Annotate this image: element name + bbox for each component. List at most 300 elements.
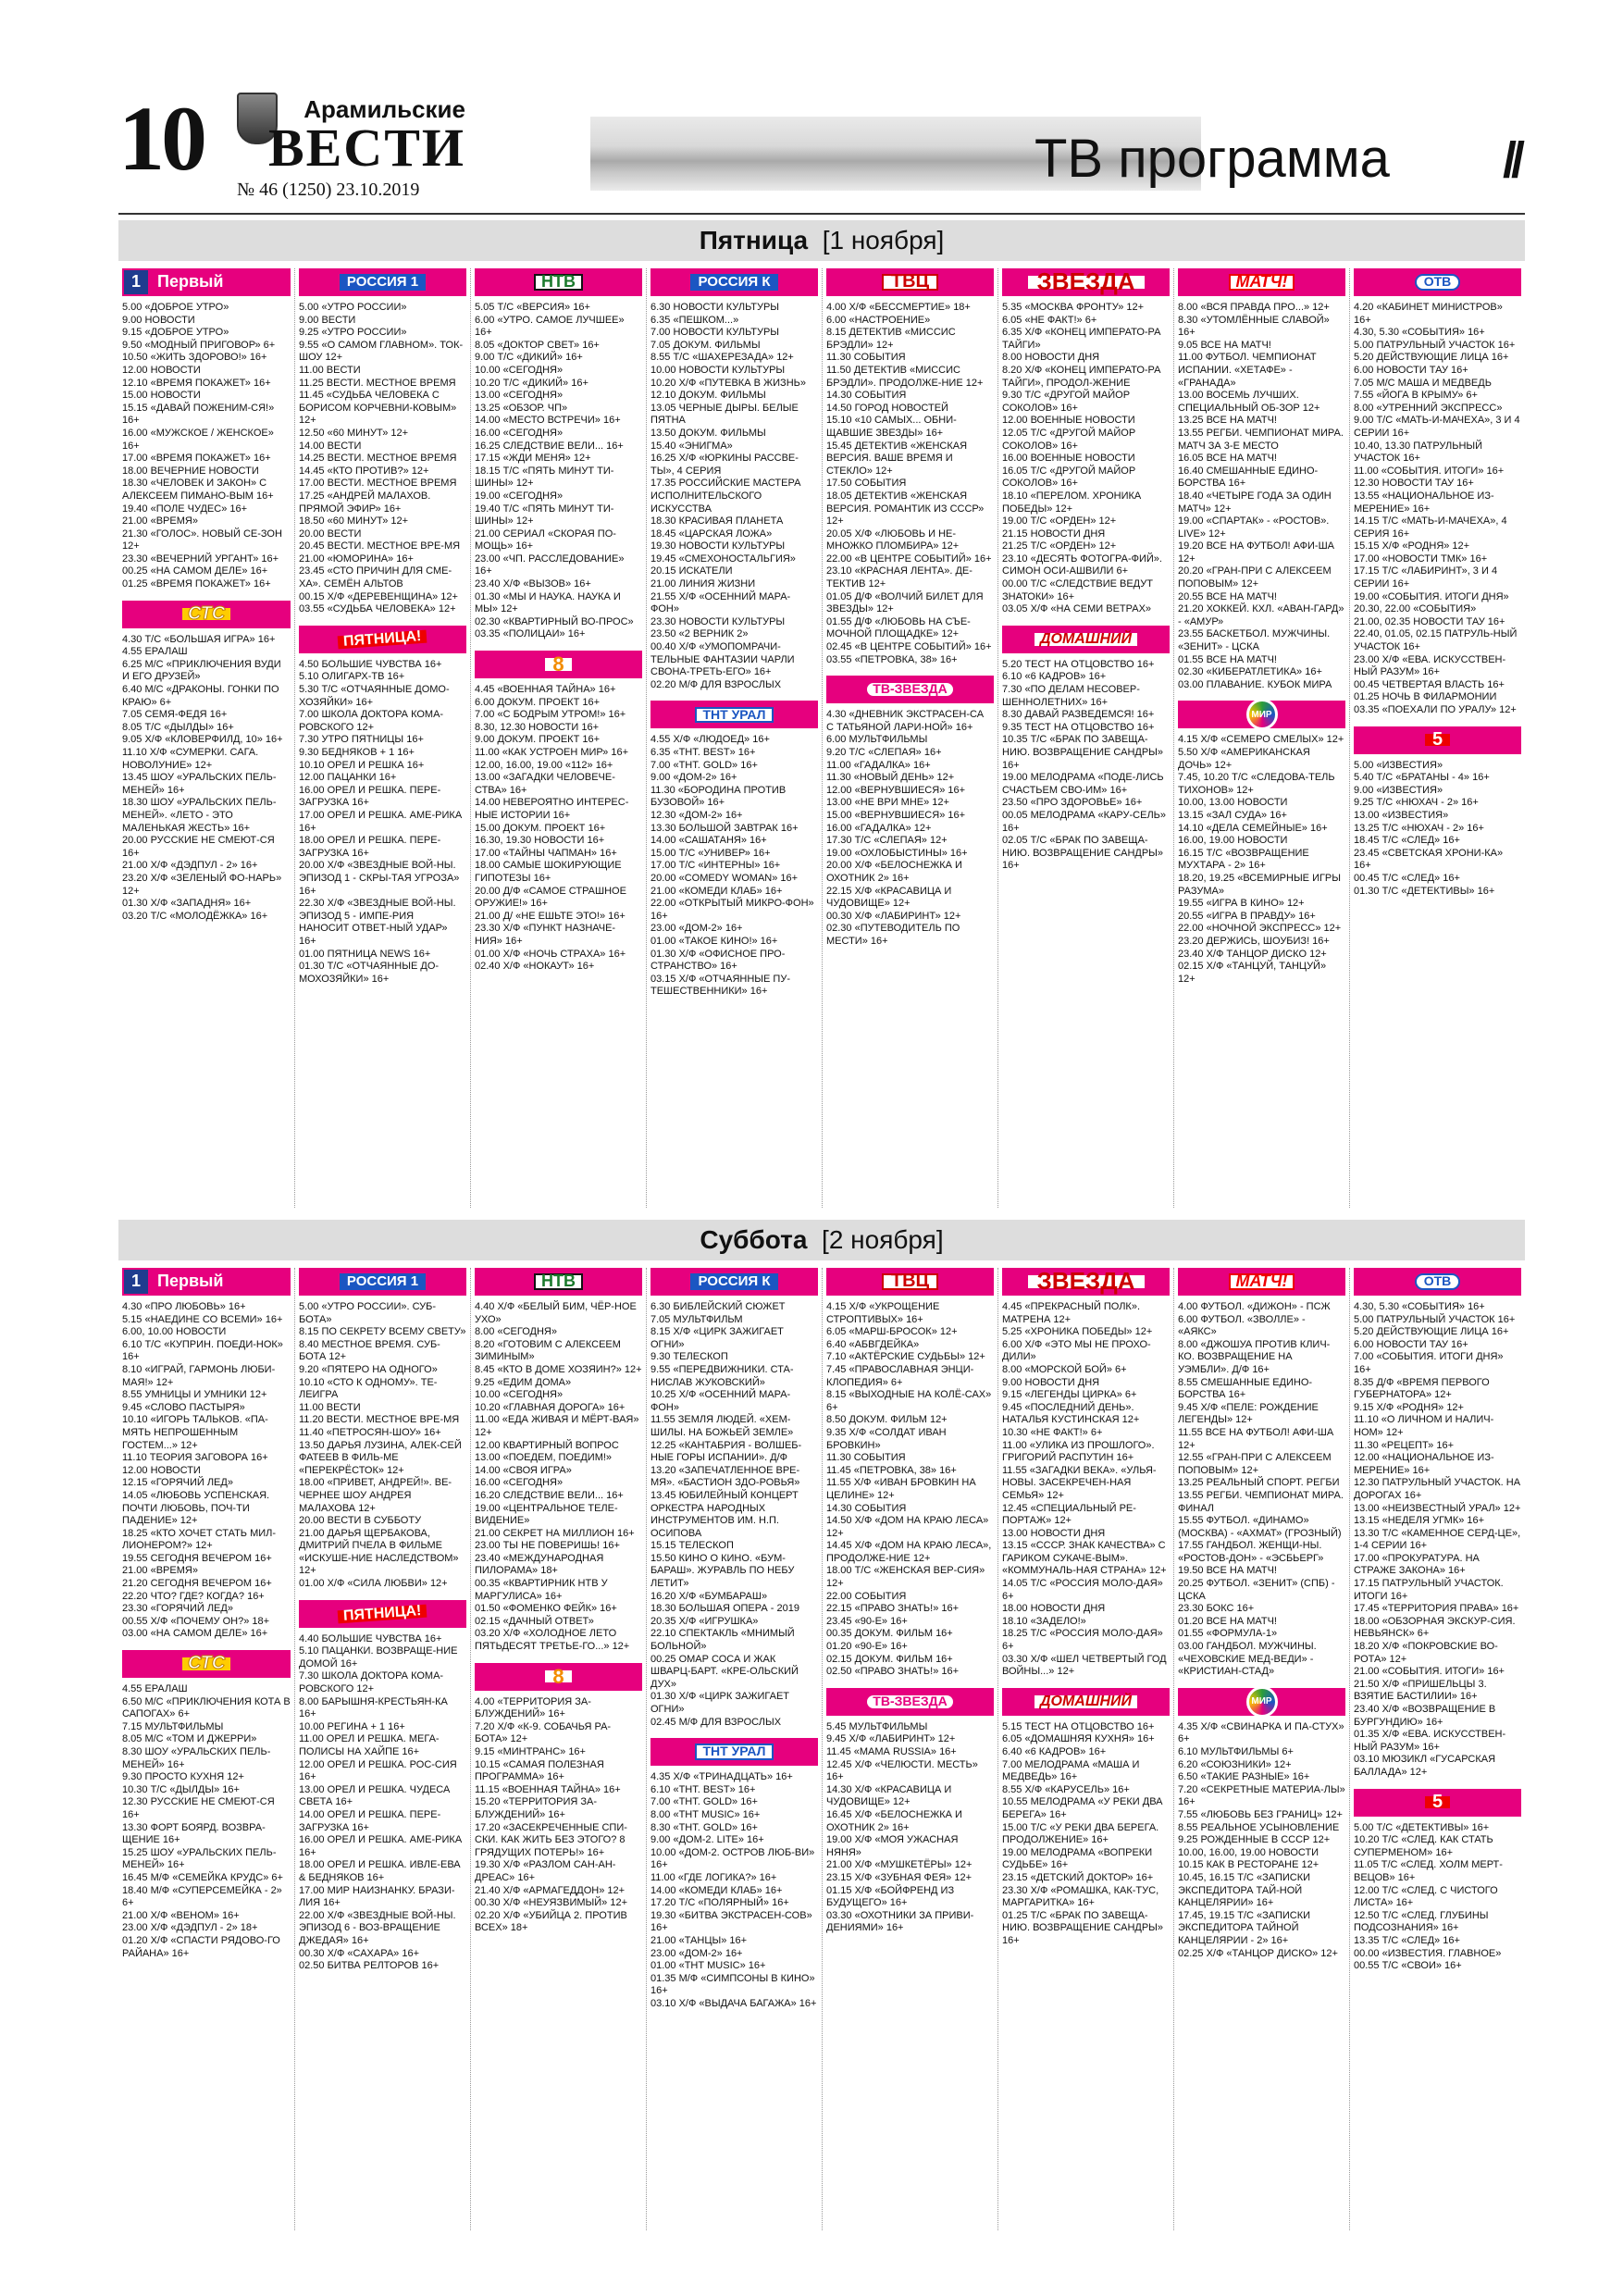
program-entry: 12.10 «ВРЕМЯ ПОКАЖЕТ» 16+ [122,377,271,389]
program-entry: 22.00 «ОТКРЫТЫЙ МИКРО-ФОН» 16+ [650,898,814,922]
schedule-column [997,1268,1173,2230]
program-entry: 15.15 ТЕЛЕСКОП [650,1540,734,1552]
program-entry: 20.55 ВСЕ НА МАТЧ! [1178,590,1277,602]
program-entry: 01.30 «МЫ И НАУКА. НАУКА И МЫ» 12+ [475,590,621,615]
program-entry: 8.15 «ВЫХОДНЫЕ НА КОЛЁ-САХ» 6+ [826,1389,992,1413]
program-entry: 16.05 ВСЕ НА МАТЧ! [1178,453,1277,465]
program-entry: 15.50 КИНО О КИНО. «БУМ-БАРАШ». ЖУРАВЛЬ ПО НЕБУ ЛЕТИТ» [650,1552,795,1590]
block-gap [475,641,642,651]
schedule-column [997,268,1173,1208]
program-entry: 12.30 ПАТРУЛЬНЫЙ УЧАСТОК. НА ДОРОГАХ 16+ [1354,1477,1521,1501]
program-entry: 11.00 ОРЕЛ И РЕШКА. МЕГА-ПОЛИСЫ НА ХАЙПЕ 16+ [299,1733,440,1757]
program-entry: 18.40 «ЧЕТЫРЕ ГОДА ЗА ОДИН МАТЧ» 12+ [1178,490,1332,515]
program-entry: 14.50 Х/Ф «ДОМ НА КРАЮ ЛЕСА» 12+ [826,1515,989,1539]
program-entry: 7.00 МЕЛОДРАМА «МАША И МЕДВЕДЬ» 16+ [1002,1758,1140,1783]
schedule-column [1349,1268,1525,2230]
program-entry: 10.10 «ИГОРЬ ТАЛЬКОВ. «ПА-МЯТЬ НЕПРОШЕННЫМ ГОСТЕМ...» 12+ [122,1414,268,1451]
program-entry: 02.30 «ПУТЕВОДИТЕЛЬ ПО МЕСТИ» 16+ [826,923,960,947]
program-entry: 17.00 ВЕСТИ. МЕСТНОЕ ВРЕМЯ [299,478,457,490]
block-gap [299,1591,466,1600]
program-entry: 02.05 Т/С «БРАК ПО ЗАВЕЩА-НИЮ. ВОЗВРАЩЕНИЕ САНДРЫ» 16+ [1002,835,1164,872]
program-entry: 20.15 ИСКАТЕЛИ [650,565,733,577]
channel-name: ЗВЕЗДА [1028,1275,1145,1288]
program-entry: 10.30 «НЕ ФАКТ!» 6+ [1002,1426,1103,1438]
program-entry: 11.55 Х/Ф «ИВАН БРОВКИН НА ЦЕЛИНЕ» 12+ [826,1477,976,1501]
program-entry: 10.00 «ДОМ-2. ОСТРОВ ЛЮБ-ВИ» 16+ [650,1846,815,1871]
channel-logo [1002,268,1170,296]
program-entry: 17.15 Т/С «ЛАБИРИНТ», 3 И 4 СЕРИИ 16+ [1354,565,1498,590]
program-entry: 15.15 Х/Ф «РОДНЯ» 12+ [1354,540,1470,552]
channel-name: Первый [157,272,224,292]
program-entry: 02.20 Х/Ф «УБИЙЦА 2. ПРОТИВ ВСЕХ» 18+ [475,1909,627,1934]
program-entry: 17.00 Т/С «ИНТЕРНЫ» 16+ [650,860,781,872]
program-entry: 13.45 ЮБИЛЕЙНЫЙ КОНЦЕРТ ОРКЕСТРА НАРОДНЫХ ИНСТРУМЕНТОВ ИМ. Н.П. ОСИПОВА [650,1489,799,1539]
channel-logo [826,1268,994,1296]
program-entry: 11.30 СОБЫТИЯ [826,1452,906,1464]
program-entry: 17.50 СОБЫТИЯ [826,478,907,490]
program-entry: 01.35 Х/Ф «ЕВА. ИСКУССТВЕН-НЫЙ РАЗУМ» 16+ [1354,1729,1506,1753]
program-entry: 13.00 «НЕ ВРИ МНЕ» 12+ [826,797,949,809]
program-entry: 5.25 «ХРОНИКА ПОБЕДЫ» 12+ [1002,1326,1153,1338]
channel-logo [299,1268,466,1296]
program-entry: 01.05 Д/Ф «ВОЛЧИЙ БИЛЕТ ДЛЯ ЗВЕЗДЫ» 12+ [826,590,984,615]
program-entry: 11.50 ДЕТЕКТИВ «МИССИС БРЭДЛИ». ПРОДОЛЖЕ-НИЕ 12+ [826,364,984,389]
program-entry: 14.50 ГОРОД НОВОСТЕЙ [826,402,948,414]
schedule-column [118,268,294,1208]
channel-logo [475,1268,642,1296]
program-entry: 5.00 «ДОБРОЕ УТРО» [122,302,229,313]
program-entry: 01.50 «ФОМЕНКО ФЕЙК» 16+ [475,1603,617,1615]
program-entry: 8.55 УМНИЦЫ И УМНИКИ 12+ [122,1389,267,1401]
program-entry: 7.30 «ПО ДЕЛАМ НЕСОВЕР-ШЕННОЛЕТНИХ» 16+ [1002,684,1140,708]
program-entry: 9.00 Т/С «ДИКИЙ» 16+ [475,352,583,364]
program-entry: 22.40, 01.05, 02.15 ПАТРУЛЬ-НЫЙ УЧАСТОК 16+ [1354,628,1518,653]
program-entry: 20.00 ВЕСТИ В СУББОТУ [299,1515,422,1527]
program-entry: 03.15 Х/Ф «ОТЧАЯННЫЕ ПУ-ТЕШЕСТВЕННИКИ» 16+ [650,973,790,998]
program-entry: 01.35 М/Ф «СИМПСОНЫ В КИНО» 16+ [650,1972,815,1997]
program-entry: 23.30 «ВЕЧЕРНИЙ УРГАНТ» 16+ [122,552,279,565]
program-entry: 01.30 Т/С «ДЕТЕКТИВЫ» 16+ [1354,885,1495,897]
program-entry: 7.30 ШКОЛА ДОКТОРА КОМА-РОВСКОГО 12+ [299,1670,444,1695]
program-entry: 8.40 МЕСТНОЕ ВРЕМЯ. СУБ-БОТА 12+ [299,1338,440,1363]
program-entry: 17.45, 19.15 Т/С «ЗАПИСКИ ЭКСПЕДИТОРА ТАЙНОЙ КАНЦЕЛЯРИИ - 2» 16+ [1178,1909,1311,1946]
program-entry: 4.00 Х/Ф «БЕССМЕРТИЕ» 18+ [826,302,971,313]
program-entry: 19.00 «СОБЫТИЯ. ИТОГИ ДНЯ» [1354,590,1509,602]
program-entry: 23.45 «СВЕТСКАЯ ХРОНИ-КА» 16+ [1354,847,1504,872]
program-entry: 4.30, 5.30 «СОБЫТИЯ» 16+ [1354,1301,1485,1312]
program-entry: 7.10 «АКТЁРСКИЕ СУДЬБЫ» 12+ [826,1351,985,1363]
program-entry: 8.20 «ГОТОВИМ С АЛЕКСЕЕМ ЗИМИНЫМ» [475,1338,621,1363]
program-entry: 16.00 «СЕГОДНЯ» [475,1477,564,1489]
program-entry: 02.30 «КВАРТИРНЫЙ ВО-ПРОС» [475,615,634,627]
program-entry: 13.55 «НАЦИОНАЛЬНОЕ ИЗ-МЕРЕНИЕ» 16+ [1354,490,1494,515]
program-entry: 8.55 СМЕШАННЫЕ ЕДИНО-БОРСТВА 16+ [1178,1376,1313,1401]
program-entry: 6.10 «ТНТ. BEST» 16+ [650,1783,756,1795]
program-entry: 5.00 «УТРО РОССИИ» [299,302,407,313]
channel-logo [1354,1268,1521,1296]
program-entry: 23.00 Х/Ф «ДЭДПУЛ - 2» 18+ [122,1922,258,1934]
program-entry: 17.15 ПАТРУЛЬНЫЙ УЧАСТОК. ИТОГИ 16+ [1354,1578,1504,1602]
program-entry: 11.30 СОБЫТИЯ [826,352,906,364]
program-entry: 23.30 Х/Ф «ПУНКТ НАЗНАЧЕ-НИЯ» 16+ [475,923,616,947]
block-gap [1002,1679,1170,1688]
program-entry: 5.20 ДЕЙСТВУЮЩИЕ ЛИЦА 16+ [1354,1326,1509,1338]
program-entry: 12.00 НОВОСТИ [122,364,201,376]
section-slashes: // [1502,132,1519,188]
program-entry: 14.30 СОБЫТИЯ [826,1502,907,1514]
program-entry: 15.40 «ЭНИГМА» [650,440,733,452]
program-entry: 17.25 «АНДРЕЙ МАЛАХОВ. ПРЯМОЙ ЭФИР» 16+ [299,490,431,515]
program-entry: 14.05 Т/С «РОССИЯ МОЛО-ДАЯ» 6+ [1002,1578,1163,1602]
program-entry: 8.30 «ТНТ. GOLD» 16+ [650,1821,758,1833]
program-entry: 14.05 «ЛЮБОВЬ УСПЕНСКАЯ. ПОЧТИ ЛЮБОВЬ, ПОЧ-ТИ ПАДЕНИЕ» 12+ [122,1489,270,1527]
program-entry: 9.25 «ЕДИМ ДОМА» [475,1376,572,1388]
program-entry: 18.10 «ПЕРЕЛОМ. ХРОНИКА ПОБЕДЫ» 12+ [1002,490,1142,515]
program-entry: 9.00 «ИЗВЕСТИЯ» [1354,784,1443,796]
channel-name: ТВЦ [882,1273,938,1290]
program-entry: 14.00 «МЕСТО ВСТРЕЧИ» 16+ [475,415,621,427]
day-date-text: 1 ноября [829,226,937,254]
program-entry: 23.00 «ЧП. РАССЛЕДОВАНИЕ» 16+ [475,552,625,577]
program-entry: 02.50 БИТВА РЕЛТОРОВ 16+ [299,1960,440,1972]
program-entry: 9.05 ВСЕ НА МАТЧ! [1178,339,1271,351]
program-entry: 12.00 ПАЦАНКИ 16+ [299,772,397,784]
program-entry: 8.00 «СЕГОДНЯ» [475,1326,557,1338]
program-entry: 00.35 ДОКУМ. ФИЛЬМ 16+ [826,1628,953,1640]
schedule-column [1349,268,1525,1208]
program-entry: 03.00 «НА САМОМ ДЕЛЕ» 16+ [122,1628,268,1640]
program-entry: 01.55 ВСЕ НА МАТЧ! [1178,653,1277,665]
block-gap [475,1654,642,1663]
program-entry: 11.00 ВЕСТИ [299,1401,361,1413]
program-entry: 9.45 «ПОСЛЕДНИЙ ДЕНЬ». НАТАЛЬЯ КУСТИНСКАЯ 12+ [1002,1401,1140,1426]
channel-name: ОТВ [1415,274,1461,291]
program-entry: 10.15 «САМАЯ ПОЛЕЗНАЯ ПРОГРАММА» 16+ [475,1758,604,1783]
channel-logo [1354,1789,1521,1817]
program-entry: 6.05 «ДОМАШНЯЯ КУХНЯ» 16+ [1002,1733,1155,1745]
program-entry: 21.00 Д/ «НЕ ЕШЬТЕ ЭТО!» 16+ [475,910,626,922]
program-entry: 9.25 «УТРО РОССИИ» [299,327,407,339]
program-entry: 4.35 Х/Ф «ТРИНАДЦАТЬ» 16+ [650,1771,793,1783]
program-entry: 8.00 «ДЖОШУА ПРОТИВ КЛИЧ-КО. ВОЗВРАЩЕНИЕ НА УЭМБЛИ». Д/Ф 16+ [1178,1338,1331,1375]
program-entry: 20.00 ВЕСТИ [299,527,362,540]
channel-one-icon: 1 [124,270,148,294]
schedule-column [470,268,646,1208]
program-entry: 18.45 Т/С «СЛЕД» 16+ [1354,835,1460,847]
program-entry: 21.00 «ВРЕМЯ» [122,515,198,527]
program-entry: 23.55 БАСКЕТБОЛ. МУЖЧИНЫ. «ЗЕНИТ» - ЦСКА [1178,628,1331,653]
program-entry: 19.00 «ОХЛОБЫСТИНЫ» 16+ [826,847,968,859]
program-entry: 6.00 «НАСТРОЕНИЕ» [826,314,931,326]
program-entry: 23.00 «ДОМ-2» 16+ [650,923,743,935]
program-entry: 18.30 КРАСИВАЯ ПЛАНЕТА [650,515,784,527]
program-entry: 18.25 Т/С «РОССИЯ МОЛО-ДАЯ» 6+ [1002,1628,1163,1653]
channel-logo [650,701,818,728]
program-entry: 6.30 НОВОСТИ КУЛЬТУРЫ [650,302,780,313]
program-entry: 00.40 Х/Ф «УМОПОМРАЧИ-ТЕЛЬНЫЕ ФАНТАЗИИ ЧАРЛИ СВОНА-ТРЕТЬ-ЕГО» 16+ [650,641,795,678]
program-entry: 01.00 Х/Ф «НОЧЬ СТРАХА» 16+ [475,948,626,960]
program-entry: 18.30 БОЛЬШАЯ ОПЕРА - 2019 [650,1603,799,1615]
program-entry: 4.30 «ДНЕВНИК ЭКСТРАСЕН-СА С ТАТЬЯНОЙ ЛАРИ-НОЙ» 16+ [826,709,985,733]
program-entry: 12.05 Т/С «ДРУГОЙ МАЙОР СОКОЛОВ» 16+ [1002,427,1136,452]
schedule-column [646,268,822,1208]
block-gap [650,691,818,701]
program-entry: 03.55 «ПЕТРОВКА, 38» 16+ [826,653,958,665]
program-entry: 9.25 Т/С «НЮХАЧ - 2» 16+ [1354,797,1479,809]
schedule-column [294,1268,470,2230]
program-entry: 12.55 «ГРАН-ПРИ С АЛЕКСЕЕМ ПОПОВЫМ» 12+ [1178,1452,1332,1476]
program-entry: 4.15 Х/Ф «УКРОЩЕНИЕ СТРОПТИВЫХ» 16+ [826,1301,940,1325]
program-entry: 18.05 ДЕТЕКТИВ «ЖЕНСКАЯ ВЕРСИЯ. РОМАНТИК ИЗ СССР» 12+ [826,490,985,527]
program-entry: 7.15 МУЛЬТФИЛЬМЫ [122,1720,224,1732]
program-entry: 23.00 «ДОМ-2» 16+ [650,1947,743,1959]
program-entry: 21.50 Х/Ф «ПРИШЕЛЬЦЫ 3. ВЗЯТИЕ БАСТИЛИИ» 16+ [1354,1678,1487,1703]
program-entry: 5.30 Т/С «ОТЧАЯННЫЕ ДОМО-ХОЗЯЙКИ» 16+ [299,684,450,708]
program-entry: 12.30 «ДОМ-2» 16+ [650,809,743,821]
program-entry: 21.00 «СОБЫТИЯ. ИТОГИ» 16+ [1354,1666,1505,1678]
program-entry: 14.25 ВЕСТИ. МЕСТНОЕ ВРЕМЯ [299,453,457,465]
program-entry: 6.10 МУЛЬТФИЛЬМЫ 6+ [1178,1746,1294,1757]
program-entry: 23.40 Х/Ф «ВОЗВРАЩЕНИЕ В БУРГУНДИЮ» 16+ [1354,1704,1496,1728]
program-entry: 4.35 Х/Ф «СВИНАРКА И ПА-СТУХ» 6+ [1178,1720,1344,1745]
program-entry: 6.00 Х/Ф «ЭТО МЫ НЕ ПРОХО-ДИЛИ» [1002,1338,1151,1363]
program-entry: 13.05 ЧЕРНЫЕ ДЫРЫ. БЕЛЫЕ ПЯТНА [650,402,799,427]
program-entry: 13.00 «ПОЕДЕМ, ПОЕДИМ!» [475,1452,613,1464]
channel-one-icon: 1 [124,1270,148,1294]
program-entry: 19.00 МЕЛОДРАМА «ВОПРЕКИ СУДЬБЕ» 16+ [1002,1846,1153,1871]
program-entry: 15.20 «ТЕРРИТОРИЯ ЗА-БЛУЖДЕНИЙ» 16+ [475,1796,598,1820]
schedule-column [822,1268,997,2230]
program-entry: 15.00 Т/С «УНИВЕР» 16+ [650,847,771,859]
program-entry: 03.00 ГАНДБОЛ. МУЖЧИНЫ. «ЧЕХОВСКИЕ МЕД-ВЕДИ» - «КРИСТИАН-СТАД» [1178,1641,1317,1678]
program-entry: 4.30, 5.30 «СОБЫТИЯ» 16+ [1354,327,1485,339]
program-entry: 23.00 Х/Ф «ЕВА. ИСКУССТВЕН-НЫЙ РАЗУМ» 16+ [1354,653,1506,678]
program-entry: 16.00 «ГАДАЛКА» 12+ [826,822,932,834]
program-entry: 03.10 Х/Ф «ВЫДАЧА БАГАЖА» 16+ [650,1997,817,2009]
program-entry: 12.00 «ВЕРНУВШИЕСЯ» 16+ [826,784,966,796]
program-entry: 03.30 «ОХОТНИКИ ЗА ПРИВИ-ДЕНИЯМИ» 16+ [826,1909,974,1934]
program-entry: 02.20 М/Ф ДЛЯ ВЗРОСЛЫХ [650,678,782,690]
program-entry: 14.15 Т/С «МАТЬ-И-МАЧЕХА», 4 СЕРИЯ 16+ [1354,515,1507,540]
channel-name: ТНТ УРАЛ [695,1744,773,1760]
program-entry: 22.00 СОБЫТИЯ [826,1590,907,1602]
program-entry: 13.25 РЕАЛЬНЫЙ СПОРТ. РЕГБИ [1178,1477,1340,1489]
program-entry: 18.20, 19.25 «ВСЕМИРНЫЕ ИГРЫ РАЗУМА» [1178,872,1342,897]
program-entry: 12.00 ВОЕННЫЕ НОВОСТИ [1002,415,1135,427]
program-entry: 6.00 «УТРО. САМОЕ ЛУЧШЕЕ» 16+ [475,314,625,339]
channel-name: РОССИЯ 1 [340,1273,426,1290]
program-entry: 6.00, 10.00 НОВОСТИ [122,1326,227,1338]
program-entry: 15.00 ДОКУМ. ПРОЕКТ 16+ [475,822,606,834]
program-entry: 19.00 «СЕГОДНЯ» [475,490,564,502]
program-entry: 4.45 «ПРЕКРАСНЫЙ ПОЛК». МАТРЕНА 12+ [1002,1301,1140,1325]
channel-logo [122,601,291,628]
program-entry: 8.05 М/С «ТОМ И ДЖЕРРИ» [122,1733,257,1745]
program-entry: 8.55 Т/С «ШАХЕРЕЗАДА» 12+ [650,352,794,364]
program-entry: 00.05 МЕЛОДРАМА «КАРУ-СЕЛЬ» 16+ [1002,809,1167,834]
program-entry: 7.20 «СЕКРЕТНЫЕ МАТЕРИА-ЛЫ» 16+ [1178,1783,1345,1808]
program-entry: 19.00 МЕЛОДРАМА «ПОДЕ-ЛИСЬ СЧАСТЬЕМ СВО-ИМ» 16+ [1002,772,1164,796]
program-entry: 20.45 ВЕСТИ. МЕСТНОЕ ВРЕ-МЯ [299,540,461,552]
program-entry: 20.00 РУССКИЕ НЕ СМЕЮТ-СЯ 16+ [122,835,275,859]
program-entry: 13.00 НОВОСТИ ДНЯ [1002,1527,1106,1539]
program-entry: 01.30 Х/Ф «ЗАПАДНЯ» 16+ [122,898,252,910]
program-entry: 6.40 М/С «ДРАКОНЫ. ГОНКИ ПО КРАЮ» 6+ [122,684,279,708]
program-entry: 16.30, 19.30 НОВОСТИ 16+ [475,835,605,847]
program-entry: 20.20 «ГРАН-ПРИ С АЛЕКСЕЕМ ПОПОВЫМ» 12+ [1178,565,1332,590]
block-gap [826,666,994,676]
program-entry: 8.55 Х/Ф «КАРУСЕЛЬ» 16+ [1002,1783,1130,1795]
program-entry: 03.20 Т/С «МОЛОДЁЖКА» 16+ [122,910,268,922]
program-entry: 13.00 «СЕГОДНЯ» [475,390,564,402]
program-entry: 02.25 Х/Ф «ТАНЦОР ДИСКО» 12+ [1178,1947,1338,1959]
program-entry: 12.00, 16.00, 19.00 «112» 16+ [475,759,613,771]
program-entry: 9.35 Х/Ф «СОЛДАТ ИВАН БРОВКИН» [826,1426,947,1451]
block-gap [122,591,291,601]
channel-name: ТВ-ЗВЕЗДА [865,681,954,698]
program-entry: 15.55 ФУТБОЛ. «ДИНАМО» (МОСКВА) - «АХМАТ» (ГРОЗНЫЙ) [1178,1515,1342,1539]
schedule-column [822,268,997,1208]
channel-name: НТВ [534,1273,583,1290]
program-entry: 13.00 «ИЗВЕСТИЯ» [1354,809,1449,821]
channel-logo [122,268,291,296]
program-entry: 17.00 МИР НАИЗНАНКУ. БРАЗИ-ЛИЯ 16+ [299,1884,455,1909]
program-entry: 23.50 «2 ВЕРНИК 2» [650,628,749,640]
program-entry: 7.05 МУЛЬТФИЛЬМ [650,1313,743,1325]
channel-name: 5 [1425,734,1450,747]
day-date: [2 ноября] [807,1225,944,1254]
program-entry: 23.30 НОВОСТИ КУЛЬТУРЫ [650,615,786,627]
program-entry: 21.25 Т/С «ОРДЕН» 12+ [1002,540,1117,552]
day-header [118,1220,1525,1260]
channel-logo [1178,1268,1345,1296]
program-entry: 6.05 «МАРШ-БРОСОК» 12+ [826,1326,958,1338]
program-entry: 02.40 Х/Ф «НОКАУТ» 16+ [475,961,595,973]
program-entry: 13.20 «ЗАПЕЧАТЛЕННОЕ ВРЕ-МЯ». «БАСТИОН ЗДО-РОВЬЯ» [650,1464,800,1489]
program-entry: 6.00 ФУТБОЛ. «ЗВОЛЛЕ» - «АЯКС» [1178,1313,1306,1338]
program-entry: 8.50 ДОКУМ. ФИЛЬМ 12+ [826,1414,948,1426]
program-entry: 10.45, 16.15 Т/С «ЗАПИСКИ ЭКСПЕДИТОРА ТАЙ-НОЙ КАНЦЕЛЯРИИ» 16+ [1178,1871,1311,1909]
program-entry: 5.00 ПАТРУЛЬНЫЙ УЧАСТОК 16+ [1354,339,1516,351]
program-entry: 9.25 РОЖДЕННЫЕ В СССР 12+ [1178,1834,1331,1846]
program-entry: 6.40 «АБВГДЕЙКА» [826,1338,920,1350]
program-entry: 13.00 ОРЕЛ И РЕШКА. ЧУДЕСА СВЕТА 16+ [299,1783,451,1808]
program-entry: 4.30 «ПРО ЛЮБОВЬ» 16+ [122,1301,246,1312]
brand-top-line: Арамильские [304,95,465,123]
program-entry: 8.10 «ИГРАЙ, ГАРМОНЬ ЛЮБИ-МАЯ!» 12+ [122,1363,276,1388]
program-entry: 10.50 «ЖИТЬ ЗДОРОВО!» 16+ [122,352,267,364]
program-entry: 11.10 Х/Ф «СУМЕРКИ. САГА. НОВОЛУНИЕ» 12+ [122,747,259,771]
program-entry: 7.05 СЕМЯ-ФЕДЯ 16+ [122,709,228,721]
program-entry: 02.15 Х/Ф «ТАНЦУЙ, ТАНЦУЙ» 12+ [1178,961,1327,985]
program-entry: 4.00 ФУТБОЛ. «ДИЖОН» - ПСЖ [1178,1301,1331,1312]
program-entry: 18.20 Х/Ф «ПОКРОВСКИЕ ВО-РОТА» 12+ [1354,1641,1498,1665]
program-entry: 11.20 ВЕСТИ. МЕСТНОЕ ВРЕ-МЯ [299,1414,460,1426]
schedule-column [646,1268,822,2230]
program-entry: 6.35 «ТНТ. BEST» 16+ [650,747,756,758]
program-entry: 11.25 ВЕСТИ. МЕСТНОЕ ВРЕМЯ [299,377,456,389]
channel-logo [122,1268,291,1296]
program-entry: 11.15 «ВОЕННАЯ ТАЙНА» 16+ [475,1783,621,1795]
program-entry: 16.20 Х/Ф «БУМБАРАШ» [650,1590,768,1602]
program-entry: 11.55 «ЗАГАДКИ ВЕКА». «УЛЬЯ-НОВЫ. ЗАСЕКРЕЧЕН-НАЯ СЕМЬЯ» 12+ [1002,1464,1157,1501]
program-entry: 18.00 Т/С «ЖЕНСКАЯ ВЕР-СИЯ» 12+ [826,1565,985,1590]
program-entry: 6.00 ДОКУМ. ПРОЕКТ 16+ [475,696,601,708]
program-entry: 6.20 «СОЮЗНИКИ» 12+ [1178,1758,1292,1770]
channel-name: 5 [1425,1796,1450,1809]
schedule-column [470,1268,646,2230]
program-entry: 00.55 Т/С «СВОИ» 16+ [1354,1960,1462,1972]
program-entry: 10.00 «СЕГОДНЯ» [475,364,564,376]
day-date: [1 ноября] [808,226,945,254]
program-entry: 00.30 Х/Ф «ЛАБИРИНТ» 12+ [826,910,961,922]
program-entry: 11.00 «СОБЫТИЯ. ИТОГИ» 16+ [1354,465,1505,477]
program-entry: 7.05 ДОКУМ. ФИЛЬМЫ [650,339,761,351]
program-entry: 17.35 РОССИЙСКИЕ МАСТЕРА ИСПОЛНИТЕЛЬСКОГО ИСКУССТВА [650,478,801,515]
program-entry: 10.20 Т/С «ДИКИЙ» 16+ [475,377,588,389]
program-entry: 17.00 «ПРОКУРАТУРА. НА СТРАЖЕ ЗАКОНА» 16+ [1354,1552,1480,1577]
program-entry: 23.40 Х/Ф ТАНЦОР ДИСКО 12+ [1178,948,1327,960]
channel-logo [122,1650,291,1678]
program-entry: 18.00 ОРЕЛ И РЕШКА. ИВЛЕ-ЕВА & БЕДНЯКОВ 16+ [299,1859,461,1883]
program-entry: 14.45 «КТО ПРОТИВ?» 12+ [299,465,429,477]
program-entry: 18.00 «ОБЗОРНАЯ ЭКСКУР-СИЯ. НЕВЬЯНСК» 6+ [1354,1615,1516,1640]
program-entry: 13.00 «ЗАГАДКИ ЧЕЛОВЕЧЕ-СТВА» 16+ [475,772,615,796]
program-entry: 8.05 «ДОКТОР СВЕТ» 16+ [475,339,600,351]
program-entry: 02.15 «ДАЧНЫЙ ОТВЕТ» [475,1615,594,1627]
program-entry: 5.00 Т/С «ДЕТЕКТИВЫ» 16+ [1354,1821,1490,1833]
program-entry: 02.45 М/Ф ДЛЯ ВЗРОСЛЫХ [650,1716,782,1728]
program-entry: 16.40 СМЕШАННЫЕ ЕДИНО-БОРСТВА 16+ [1178,465,1319,490]
program-entry: 13.15 «НЕДЕЛЯ УГМК» 16+ [1354,1515,1485,1527]
program-entry: 12.00 НОВОСТИ [122,1464,201,1476]
program-entry: 01.25 «ВРЕМЯ ПОКАЖЕТ» 16+ [122,578,271,590]
program-entry: 9.00 ВЕСТИ [299,314,356,326]
channel-logo [650,268,818,296]
program-entry: 00.45 Т/С «СЛЕД» 16+ [1354,872,1460,884]
channel-logo [1354,726,1521,754]
program-entry: 11.00 «ГДЕ ЛОГИКА?» 16+ [650,1871,777,1883]
program-entry: 13.55 РЕГБИ. ЧЕМПИОНАТ МИРА. МАТЧ ЗА 3-Е МЕСТО [1178,427,1344,452]
program-entry: 8.00 «МОРСКОЙ БОЙ» 6+ [1002,1363,1127,1375]
program-entry: 17.00 «ТАЙНЫ ЧАПМАН» 16+ [475,847,617,859]
program-entry: 8.30 ДАВАЙ РАЗВЕДЕМСЯ! 16+ [1002,709,1155,721]
program-entry: 02.45 «В ЦЕНТРЕ СОБЫТИЙ» 16+ [826,641,992,653]
program-entry: 10.20 Х/Ф «ПУТЕВКА В ЖИЗНЬ» [650,377,806,389]
channel-name: СТС [182,608,230,621]
channel-name: ЗВЕЗДА [1028,276,1145,289]
program-entry: 16.25 СЛЕДСТВИЕ ВЕЛИ... 16+ [475,440,624,452]
program-entry: 18.00 ОРЕЛ И РЕШКА. ПЕРЕ-ЗАГРУЗКА 16+ [299,835,441,859]
program-entry: 17.45 «ТЕРРИТОРИЯ ПРАВА» 16+ [1354,1603,1519,1615]
channel-name: МАТЧ! [1229,274,1295,291]
program-entry: 13.45 ШОУ «УРАЛЬСКИХ ПЕЛЬ-МЕНЕЙ» 16+ [122,772,277,796]
program-entry: 17.00 «ВРЕМЯ ПОКАЖЕТ» 16+ [122,453,271,465]
program-entry: 23.20 ДЕРЖИСЬ, ШОУБИЗ! 16+ [1178,935,1330,947]
program-entry: 10.40, 13.30 ПАТРУЛЬНЫЙ УЧАСТОК 16+ [1354,440,1483,465]
program-entry: 23.50 «ПРО ЗДОРОВЬЕ» 16+ [1002,797,1143,809]
program-entry: 4.30 Т/С «БОЛЬШАЯ ИГРА» 16+ [122,633,276,645]
program-entry: 8.15 Х/Ф «ЦИРК ЗАЖИГАЕТ ОГНИ» [650,1326,784,1350]
program-entry: 16.00, 19.00 НОВОСТИ [1178,835,1288,847]
program-entry: 5.00 «ИЗВЕСТИЯ» [1354,759,1443,771]
channel-logo [299,626,466,653]
program-entry: 20.00 Х/Ф «БЕЛОСНЕЖКА И ОХОТНИК 2» 16+ [826,860,962,884]
program-entry: 15.10 «10 САМЫХ... ОБНИ-ЩАВШИЕ ЗВЕЗДЫ» 16+ [826,415,957,439]
program-entry: 5.50 Х/Ф «АМЕРИКАНСКАЯ ДОЧЬ» 12+ [1178,747,1310,771]
program-entry: 4.00 «ТЕРРИТОРИЯ ЗА-БЛУЖДЕНИЙ» 16+ [475,1695,591,1720]
program-entry: 23.20 Х/Ф «ЗЕЛЕНЫЙ ФО-НАРЬ» 12+ [122,872,282,897]
